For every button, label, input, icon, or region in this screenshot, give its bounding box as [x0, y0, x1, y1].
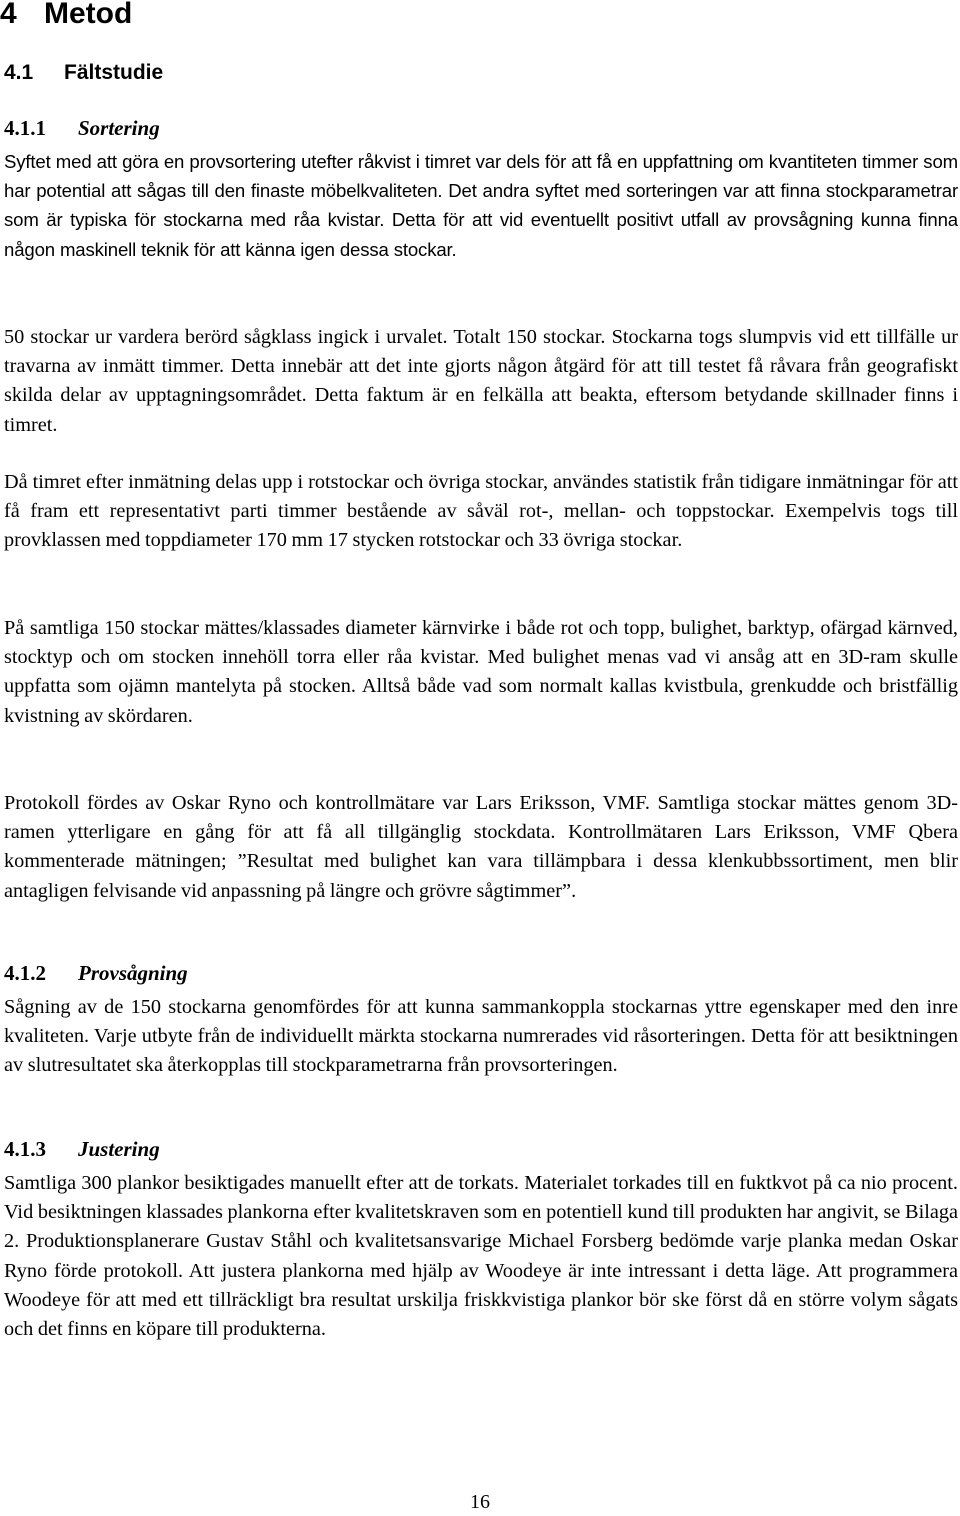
subsection-title: Provsågning — [78, 961, 188, 985]
subsection-number: 4.1.2 — [4, 961, 46, 985]
subsection-title: Justering — [78, 1137, 160, 1161]
section-number: 4.1 — [4, 61, 34, 84]
chapter-heading — [0, 0, 132, 36]
paragraph: Då timret efter inmätning delas upp i rotstockar och övriga stockar, användes statistik från tidigare inmätningar för att få fram ett representativt parti timmer bestående av såväl rot-, mellan- och toppstockar. Exempelvis togs till provklassen med toppdiameter 170 mm 17 stycken rotstockar och 33 övriga stockar. — [4, 471, 958, 552]
subsection-number: 4.1.1 — [4, 116, 46, 140]
paragraph: 50 stockar ur vardera berörd sågklass ingick i urvalet. Totalt 150 stockar. Stockarna togs slumpvis vid ett tillfälle ur travarna av inmätt timmer. Detta innebär att det inte gjorts någon åtgärd för att till testet få råvara från geografiskt skilda delar av upptagningsområdet. Detta faktum är en felkälla att beakta, eftersom betydande skillnader finns i timret. — [4, 326, 958, 436]
section-title: Fältstudie — [64, 61, 164, 84]
section-heading — [4, 58, 163, 88]
subsection-number: 4.1.3 — [4, 1137, 46, 1161]
subsection-heading-provsagning — [4, 958, 188, 988]
chapter-number: 4 — [0, 0, 17, 30]
paragraph: Sågning av de 150 stockarna genomfördes för att kunna sammankoppla stockarnas yttre egenskaper med den inre kvaliteten. Varje utbyte från de individuellt märkta stockarna numrerades vid råsorteringen. Detta för att besiktningen av slutresultatet ska återkopplas till stockparametrarna från provsorteringen. — [4, 996, 958, 1077]
paragraph: Protokoll fördes av Oskar Ryno och kontrollmätare var Lars Eriksson, VMF. Samtliga stockar mättes genom 3D-ramen ytterligare en gång för att få all tillgänglig stockdata. Kontrollmätaren Lars Eriksson, VMF Qbera kommenterade mätningen; ”Resultat med bulighet kan vara tillämpbara i dessa klenkubbssortiment, men blir antagligen felvisande vid anpassning på längre och grövre sågtimmer”. — [4, 792, 958, 902]
paragraph: Samtliga 300 plankor besiktigades manuellt efter att de torkats. Materialet torkades till en fuktkvot på ca nio procent. Vid besiktningen klassades plankorna efter kvalitetskraven som en potentiell kund till produkten har angivit, se Bilaga 2. Produktionsplanerare Gustav Ståhl och kvalitetsansvarige Michael Forsberg bedömde varje planka medan Oskar Ryno förde protokoll. Att justera plankorna med hjälp av Woodeye är inte intressant i detta läge. Att programmera Woodeye för att med ett tillräckligt bra resultat urskilja friskkvistiga plankor bör ske först då en större volym sågats och det finns en köpare till produkterna. — [4, 1172, 958, 1341]
page-number: 16 — [470, 1491, 490, 1513]
subsection-heading-justering — [4, 1134, 160, 1164]
subsection-title: Sortering — [78, 116, 160, 140]
subsection-heading-sortering — [4, 113, 160, 143]
paragraph: På samtliga 150 stockar mättes/klassades diameter kärnvirke i både rot och topp, bulighet, barktyp, ofärgad kärnved, stocktyp och om stocken innehöll torra eller råa kvistar. Med bulighet menas vad vi ansåg att en 3D-ram skulle uppfatta som ojämn mantelyta på stocken. Alltså både vad som normalt kallas kvistbula, grenkudde och bristfällig kvistning av skördaren. — [4, 617, 958, 727]
paragraph: Syftet med att göra en provsortering utefter råkvist i timret var dels för att få en uppfattning om kvantiteten timmer som har potential att sågas till den finaste möbelkvaliteten. Det andra syftet med sorteringen var att finna stockparametrar som är typiska för stockarna med råa kvistar. Detta för att vid eventuellt positivt utfall av provsågning kunna finna någon maskinell teknik för att känna igen dessa stockar. — [4, 151, 958, 260]
chapter-title: Metod — [44, 0, 133, 30]
